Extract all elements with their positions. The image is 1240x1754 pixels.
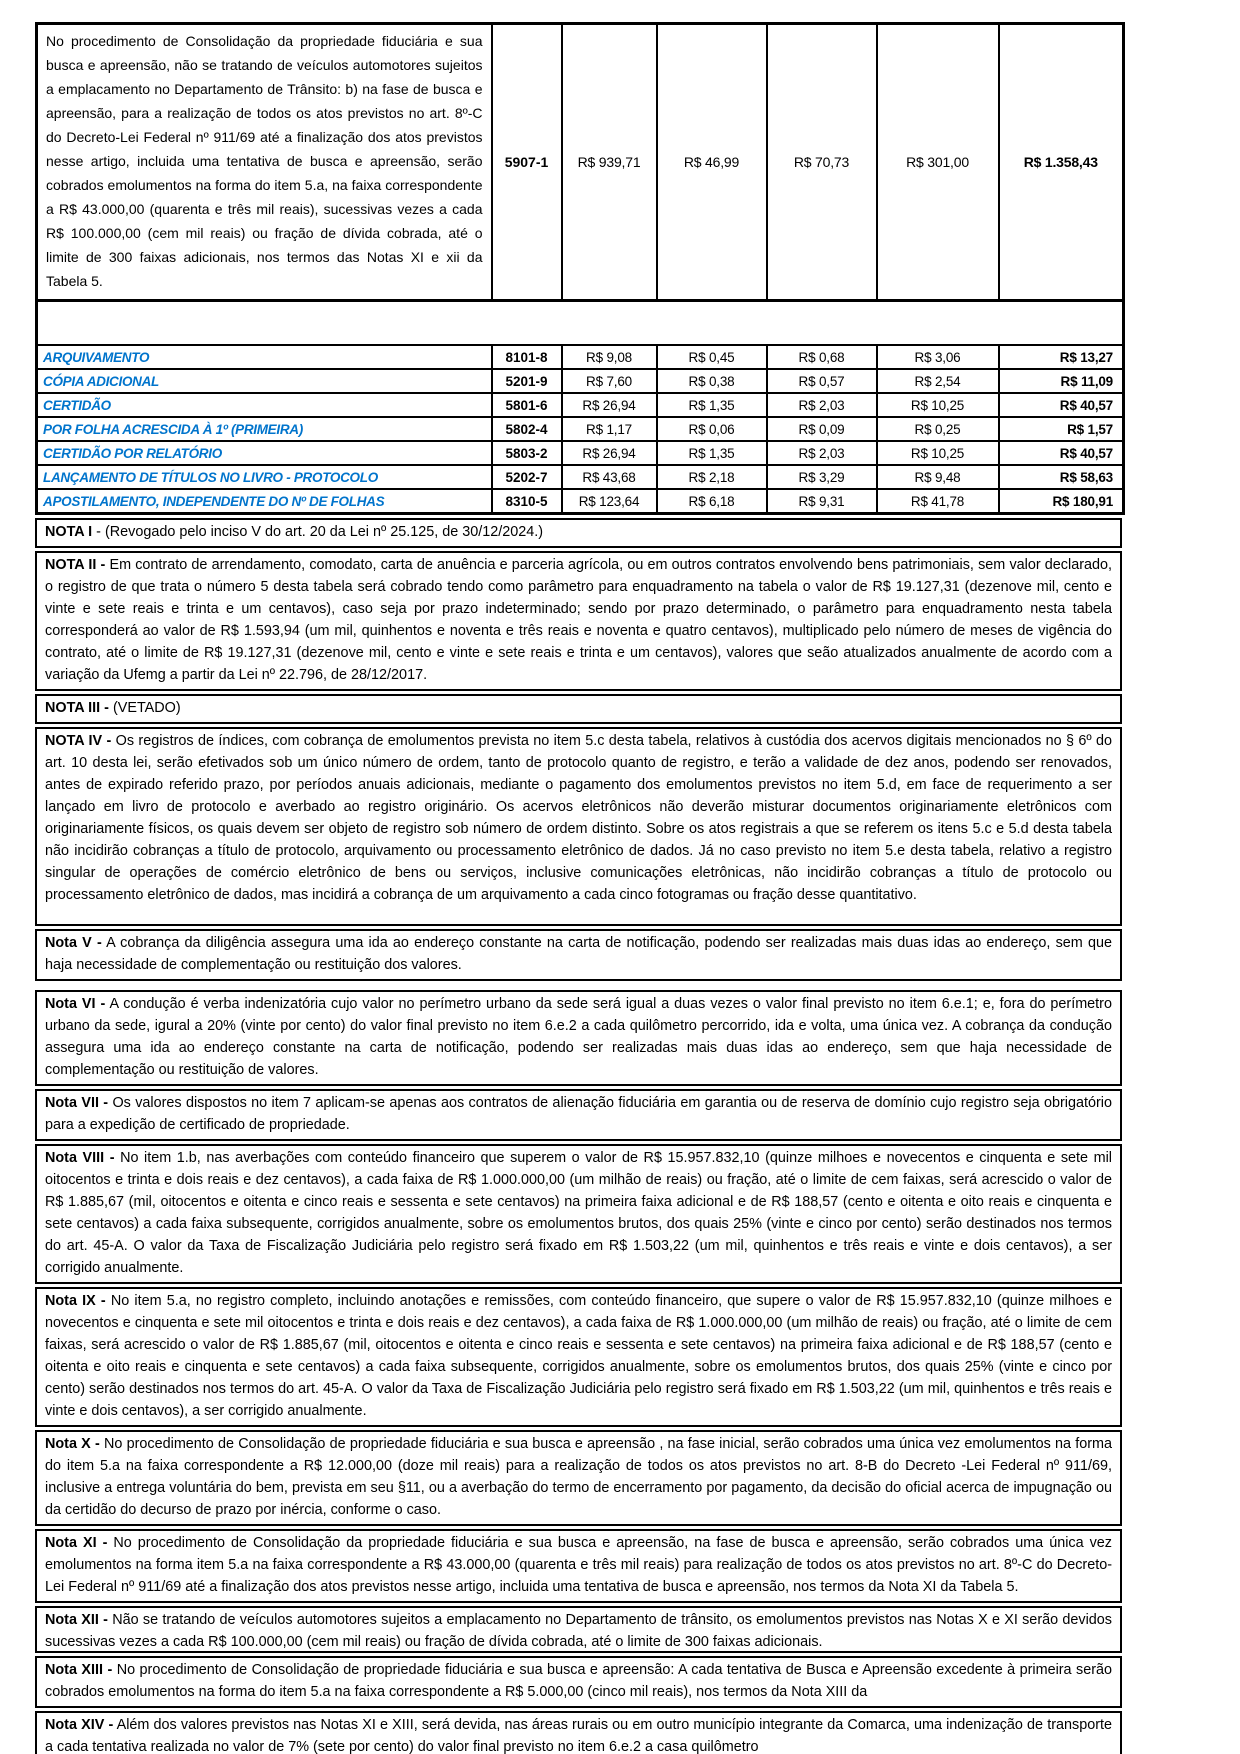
document-page <box>35 22 1122 1754</box>
fee-row-apostilamento <box>37 489 1124 514</box>
note-title: NOTA III - <box>45 700 109 716</box>
note-iii <box>35 694 1122 724</box>
fee-value: R$ 3,29 <box>767 465 877 489</box>
note-title: Nota VII - <box>45 1095 109 1111</box>
fee-label: POR FOLHA ACRESCIDA À 1º (PRIMEIRA) <box>37 417 492 441</box>
fee-value: R$ 43,68 <box>562 465 657 489</box>
note-title: Nota XI - <box>45 1535 108 1551</box>
fee-value: R$ 1,17 <box>562 417 657 441</box>
fee-value: R$ 9,31 <box>767 489 877 514</box>
note-title: Nota IX - <box>45 1293 106 1309</box>
main-row-value-1: R$ 939,71 <box>562 24 657 301</box>
note-v <box>35 929 1122 981</box>
fee-code: 8101-8 <box>492 345 562 369</box>
note-body: - (Revogado pelo inciso V do art. 20 da Lei nº 25.125, de 30/12/2024.) <box>96 524 544 540</box>
fee-value: R$ 9,48 <box>877 465 999 489</box>
fee-code: 8310-5 <box>492 489 562 514</box>
note-title: Nota XIV - <box>45 1717 114 1733</box>
note-title: Nota X - <box>45 1436 100 1452</box>
fee-table <box>35 22 1125 515</box>
main-row-description: No procedimento de Consolidação da propriedade fiduciária e sua busca e apreensão, não se tratando de veículos automotores sujeitos a emplacamento no Departamento de Trânsito: b) na fase de busca e apreensão, para a realização de todos os atos previstos no art. 8º-C do Decreto-Lei Federal nº 911/69 até a finalização dos atos previstos nesse artigo, incluida uma tentativa de busca e apreensão, serão cobrados emolumentos na forma do item 5.a, na faixa correspondente a R$ 43.000,00 (quarenta e três mil reais), sucessivas vezes a cada R$ 100.000,00 (cem mil reais) ou fração de dívida cobrada, até o limite de 300 faixas adicionais, nos termos das Notas XI e xii da Tabela 5. <box>37 24 492 301</box>
fee-value: R$ 0,25 <box>877 417 999 441</box>
note-title: Nota V - <box>45 935 102 951</box>
fee-total: R$ 40,57 <box>999 393 1124 417</box>
fee-value: R$ 6,18 <box>657 489 767 514</box>
note-x <box>35 1430 1122 1526</box>
fee-value: R$ 0,38 <box>657 369 767 393</box>
fee-value: R$ 2,54 <box>877 369 999 393</box>
fee-value: R$ 0,57 <box>767 369 877 393</box>
note-title: Nota VIII - <box>45 1150 115 1166</box>
main-row-total: R$ 1.358,43 <box>999 24 1124 301</box>
fee-value: R$ 7,60 <box>562 369 657 393</box>
note-body: A condução é verba indenizatória cujo valor no perímetro urbano da sede será igual a duas vezes o valor final previsto no item 6.e.1; e, fora do perímetro urbano da sede, igural a 20% (vinte por cento) do valor final previsto no item 6.e.2 a cada quilômetro percorrido, ida e volta, uma única vez. A cobrança da condução assegura uma ida ao endereço constante na carta de notificação, podendo ser realizadas mais duas idas ao endereço, sem que haja necessidade de complementação ou restituição de valores. <box>45 996 1112 1078</box>
main-row-code: 5907-1 <box>492 24 562 301</box>
fee-value: R$ 123,64 <box>562 489 657 514</box>
note-title: NOTA II - <box>45 557 106 573</box>
fee-value: R$ 3,06 <box>877 345 999 369</box>
fee-row-copia-adicional <box>37 369 1124 393</box>
fee-total: R$ 1,57 <box>999 417 1124 441</box>
note-body: Além dos valores previstos nas Notas XI e XIII, será devida, nas áreas rurais ou em outro município integrante da Comarca, uma indenização de transporte a cada tentativa realizada no valor de 7% (sete por cento) do valor final previsto no item 6.e.2 a casa quilômetro <box>45 1717 1112 1754</box>
fee-row-lancamento-titulos <box>37 465 1124 489</box>
fee-value: R$ 26,94 <box>562 393 657 417</box>
note-i <box>35 518 1122 548</box>
note-body: No procedimento de Consolidação de propriedade fiduciária e sua busca e apreensão: A cada tentativa de Busca e Apreensão excedente à primeira serão cobrados emolumentos na forma do item 5.a na faixa correspondente a R$ 5.000,00 (cinco mil reais), nos termos da Nota XIII da <box>45 1662 1112 1700</box>
note-vi <box>35 990 1122 1086</box>
fee-label: CÓPIA ADICIONAL <box>37 369 492 393</box>
fee-value: R$ 9,08 <box>562 345 657 369</box>
fee-code: 5201-9 <box>492 369 562 393</box>
note-body: No procedimento de Consolidação de propriedade fiduciária e sua busca e apreensão , na fase inicial, serão cobrados uma única vez emolumentos na forma do item 5.a na faixa correspondente a R$ 12.000,00 (doze mil reais) para a realização de todos os atos previstos no art. 8-B do Decreto -Lei Federal nº 911/69, inclusive a entrega voluntária do bem, prevista em seu §11, ou a averbação do termo de encerramento por pagamento, da decisão do oficial acerca de impugnação ou da certidão do decurso de prazo por inércia, conforme o caso. <box>45 1436 1112 1518</box>
fee-value: R$ 26,94 <box>562 441 657 465</box>
main-row-value-4: R$ 301,00 <box>877 24 999 301</box>
fee-row-por-folha <box>37 417 1124 441</box>
spacer-row <box>37 301 1124 346</box>
fee-total: R$ 40,57 <box>999 441 1124 465</box>
note-body: No item 5.a, no registro completo, incluindo anotações e remissões, com conteúdo financeiro, que supere o valor de R$ 15.957.832,10 (quinze milhoes e novecentos e cinquenta e sete mil oitocentos e trinta e dois reais e dez centavos), a cada faixa de R$ 1.000.000,00 (um milhão de reais) ou fração, até o limite de cem faixas, será acrescido o valor de R$ 1.885,67 (mil, oitocentos e oitenta e cinco reais e sessenta e sete centavos) na primeira faixa adicional e de R$ 188,57 (cento e oitenta e oito reais e cinquenta e sete centavos) a cada faixa subsequente, corrigidos anualmente, sobre os emolumentos brutos, dos quais 25% (vinte e cinco por cento) serão destinados nos termos do art. 45-A. O valor da Taxa de Fiscalização Judiciária pelo registro será fixado em R$ 1.503,22 (um mil, quinhentos e três reais e vinte e dois centavos), a ser corrigido anualmente. <box>45 1293 1113 1419</box>
fee-total: R$ 180,91 <box>999 489 1124 514</box>
fee-value: R$ 0,68 <box>767 345 877 369</box>
fee-label: ARQUIVAMENTO <box>37 345 492 369</box>
fee-value: R$ 41,78 <box>877 489 999 514</box>
fee-value: R$ 0,45 <box>657 345 767 369</box>
fee-code: 5802-4 <box>492 417 562 441</box>
note-body: No procedimento de Consolidação da propriedade fiduciária e sua busca e apreensão, na fase de busca e apreensão, serão cobrados uma única vez emolumentos na forma item 5.a na faixa correspondente a R$ 43.000,00 (quarenta e três mil reais) para realização de todos os atos previstos no art. 8º-C do Decreto-Lei Federal nº 911/69 até a finalização dos atos previstos nesse artigo, incluida uma tentativa de busca e apreensão, nos termos da Nota XI da Tabela 5. <box>45 1535 1112 1595</box>
fee-code: 5803-2 <box>492 441 562 465</box>
note-body: Em contrato de arrendamento, comodato, carta de anuência e parceria agrícola, ou em outros contratos envolvendo bens patrimoniais, sem valor declarado, o registro de que trata o número 5 desta tabela será cobrado tendo como parâmetro para enquadramento na tabela o valor de R$ 19.127,31 (dezenove mil, cento e vinte e sete reais e trinta e um centavos), caso seja por prazo indeterminado; sendo por prazo determinado, o parâmetro para enquadramento nesta tabela corresponderá ao valor de R$ 1.593,94 (um mil, quinhentos e noventa e três reais e noventa e quatro centavos), multiplicado pelo número de meses de vigência do contrato, até o limite de R$ 19.127,31 (dezenove mil, cento e vinte e sete reais e trinta e um centavos), valores que seão atualizados anualmente de acordo com a variação da Ufemg a partir da Lei nº 22.796, de 28/12/2017. <box>45 557 1113 683</box>
note-xi <box>35 1529 1122 1603</box>
note-body: Os valores dispostos no item 7 aplicam-se apenas aos contratos de alienação fiduciária em garantia ou de reserva de domínio cujo registro seja obrigatório para a expedição de certificado de propriedade. <box>45 1095 1112 1133</box>
note-xiv <box>35 1711 1122 1754</box>
note-title: NOTA I <box>45 524 93 540</box>
fee-total: R$ 58,63 <box>999 465 1124 489</box>
fee-label: LANÇAMENTO DE TÍTULOS NO LIVRO - PROTOCOLO <box>37 465 492 489</box>
fee-label: CERTIDÃO POR RELATÓRIO <box>37 441 492 465</box>
fee-value: R$ 0,09 <box>767 417 877 441</box>
fee-total: R$ 13,27 <box>999 345 1124 369</box>
fee-total: R$ 11,09 <box>999 369 1124 393</box>
note-body: No item 1.b, nas averbações com conteúdo financeiro que superem o valor de R$ 15.957.832,10 (quinze milhoes e novecentos e cinquenta e sete mil oitocentos e trinta e dois reais e dez centavos), a cada faixa de R$ 1.000.000,00 (um milhão de reais) ou fração, até o limite de cem faixas, será acrescido o valor de R$ 1.885,67 (mil, oitocentos e oitenta e cinco reais e sessenta e sete centavos) na primeira faixa adicional e de R$ 188,57 (cento e oitenta e oito reais e cinquenta e sete centavos) a cada faixa subsequente, corrigidos anualmente, sobre os emolumentos brutos, dos quais 25% (vinte e cinco por cento) serão destinados nos termos do art. 45-A. O valor da Taxa de Fiscalização Judiciária pelo registro será fixado em R$ 1.503,22 (um mil, quinhentos e três reais e vinte e dois centavos), a ser corrigido anualmente. <box>45 1150 1112 1276</box>
fee-label: APOSTILAMENTO, INDEPENDENTE DO Nº DE FOLHAS <box>37 489 492 514</box>
note-ix <box>35 1287 1122 1427</box>
fee-value: R$ 2,03 <box>767 393 877 417</box>
fee-row-certidao <box>37 393 1124 417</box>
note-title: NOTA IV - <box>45 733 112 749</box>
fee-value: R$ 10,25 <box>877 393 999 417</box>
note-body: Os registros de índices, com cobrança de emolumentos prevista no item 5.c desta tabela, relativos à custódia dos acervos digitais mencionados no § 6º do art. 10 desta lei, serão efetivados sob um único número de ordem, tanto de protocolo quanto de registro, e terão a validade de dez anos, podendo ser renovados, antes de expirado referido prazo, por períodos anuais adicionais, mediante o pagamento dos emolumentos previstos no item 5.d, em face de requerimento a ser lançado em livro de protocolo e averbado ao registro originário. Os acervos eletrônicos não deverão misturar documentos originariamente eletrônicos com originariamente físicos, os quais devem ser objeto de registro sob número de ordem distinto. Sobre os atos registrais a que se referem os itens 5.c e 5.d desta tabela não incidirão cobranças a título de protocolo, arquivamento ou processamento eletrônico de dados. Já no caso previsto no item 5.e desta tabela, relativo a registro singular de operações de comércio eletrônico de bens ou serviços, inclusive comunicações eletrônicas, não incidirão cobranças a título de protocolo ou processamento eletrônico de dados, mas incidirá a cobrança de um arquivamento a cada cinco fotogramas ou fração desse quantitativo. <box>45 733 1113 903</box>
note-body: A cobrança da diligência assegura uma ida ao endereço constante na carta de notificação, podendo ser realizadas mais duas idas ao endereço, sem que haja necessidade de complementação ou restituição dos valores. <box>45 935 1112 973</box>
fee-value: R$ 2,03 <box>767 441 877 465</box>
fee-row-arquivamento <box>37 345 1124 369</box>
fee-value: R$ 1,35 <box>657 441 767 465</box>
note-title: Nota XII - <box>45 1612 108 1628</box>
fee-value: R$ 2,18 <box>657 465 767 489</box>
fee-value: R$ 1,35 <box>657 393 767 417</box>
note-body: (VETADO) <box>112 700 181 716</box>
fee-code: 5202-7 <box>492 465 562 489</box>
fee-value: R$ 0,06 <box>657 417 767 441</box>
note-title: Nota XIII - <box>45 1662 113 1678</box>
main-fee-row <box>37 24 1124 301</box>
main-row-value-3: R$ 70,73 <box>767 24 877 301</box>
fee-value: R$ 10,25 <box>877 441 999 465</box>
fee-label: CERTIDÃO <box>37 393 492 417</box>
note-vii <box>35 1089 1122 1141</box>
fee-row-certidao-relatorio <box>37 441 1124 465</box>
note-iv <box>35 727 1122 926</box>
note-xii <box>35 1606 1122 1653</box>
note-body: Não se tratando de veículos automotores sujeitos a emplacamento no Departamento de trânsito, os emolumentos previstos nas Notas X e XI serão devidos sucessivas vezes a cada R$ 100.000,00 (cem mil reais) ou fração de dívida cobrada, até o limite de 300 faixas adicionais. <box>45 1612 1112 1650</box>
note-xiii <box>35 1656 1122 1708</box>
note-title: Nota VI - <box>45 996 106 1012</box>
note-viii <box>35 1144 1122 1284</box>
fee-code: 5801-6 <box>492 393 562 417</box>
note-ii <box>35 551 1122 691</box>
main-row-value-2: R$ 46,99 <box>657 24 767 301</box>
